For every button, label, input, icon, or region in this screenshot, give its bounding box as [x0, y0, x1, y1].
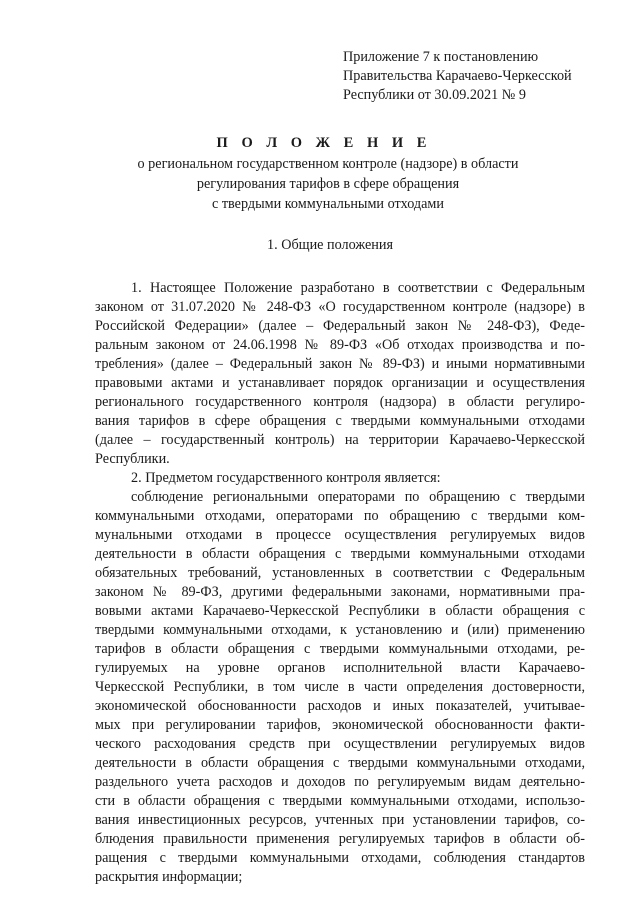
body-line: ращения с твердыми коммунальными отходами, соблюдения стандартов	[95, 850, 585, 866]
body-line: соблюдение региональными операторами по обращению с твердыми	[131, 489, 585, 505]
body-line: деятельности в области обращения с твердыми коммунальными отходами,	[95, 755, 585, 771]
body-line: вания тарифов в сфере обращения с твердыми коммунальными отходами	[95, 413, 585, 429]
body-line: раздельного учета расходов и доходов по регулируемым видам деятельно-	[95, 774, 585, 790]
subtitle-line: регулирования тарифов в сфере обращения	[196, 176, 460, 192]
body-line: обязательных требований, установленных в соответствии с Федеральным	[95, 565, 585, 581]
body-line: вания инвестиционных ресурсов, учтенных при установлении тарифов, со-	[95, 812, 585, 828]
annex-line: Приложение 7 к постановлению	[343, 49, 539, 65]
annex-line: Республики от 30.09.2021 № 9	[343, 87, 526, 103]
body-line: требления» (далее – Федеральный закон № 89-ФЗ) и иными нормативными	[95, 356, 585, 372]
body-line: сти в области обращения с твердыми коммунальными отходами, использо-	[95, 793, 585, 809]
body-line: коммунальными отходами, операторами по обращению с твердыми ком-	[95, 508, 585, 524]
body-line: твердыми коммунальными отходами, к установлению и (или) применению	[95, 622, 585, 638]
body-text	[95, 279, 585, 887]
body-line: 1. Настоящее Положение разработано в соответствии с Федеральным	[131, 280, 585, 296]
body-line: Черкесской Республики, в том числе в части определения достоверности,	[95, 679, 585, 695]
body-line: мунальными отходами в процессе осуществления регулируемых видов	[95, 527, 585, 543]
body-line: раскрытия информации;	[95, 869, 243, 885]
body-line: ческого расходования средств при осуществлении регулируемых видов	[95, 736, 585, 752]
body-line: тарифов в области обращения с твердыми коммунальными отходами, ре-	[95, 641, 585, 657]
body-line: блюдения правильности применения регулируемых тарифов в области об-	[95, 831, 585, 847]
annex-reference	[343, 48, 613, 105]
subtitle-line: о региональном государственном контроле (надзоре) в области	[137, 156, 519, 172]
body-line: гулируемых на уровне органов исполнительной власти Карачаево-	[95, 660, 585, 676]
document-title: П О Л О Ж Е Н И Е	[216, 135, 432, 151]
body-line: регионального государственного контроля (надзора) в области регулиро-	[95, 394, 585, 410]
section-heading: 1. Общие положения	[267, 237, 393, 253]
body-line: 2. Предметом государственного контроля является:	[131, 470, 441, 486]
body-line: законом № 89-ФЗ, другими федеральными законами, нормативными пра-	[95, 584, 585, 600]
annex-line: Правительства Карачаево-Черкесской	[343, 68, 572, 84]
subtitle-line: с твердыми коммунальными отходами	[211, 196, 444, 212]
body-line: Республики.	[95, 451, 170, 467]
body-line: мых при регулировании тарифов, экономической обоснованности факти-	[95, 717, 585, 733]
body-line: законом от 31.07.2020 № 248-ФЗ «О государственном контроле (надзоре) в	[95, 299, 585, 315]
document-subtitle	[100, 154, 556, 214]
body-line: Российской Федерации» (далее – Федеральный закон № 248-ФЗ), Феде-	[95, 318, 585, 334]
body-line: экономической обоснованности расходов и иных показателей, учитывае-	[95, 698, 585, 714]
body-line: ральным законом от 24.06.1998 № 89-ФЗ «Об отходах производства и по-	[95, 337, 585, 353]
body-line: деятельности в области обращения с твердыми коммунальными отходами	[95, 546, 585, 562]
body-line: (далее – государственный контроль) на территории Карачаево-Черкесской	[95, 432, 585, 448]
body-line: правовыми актами и устанавливает порядок организации и осуществления	[95, 375, 585, 391]
body-line: вовыми актами Карачаево-Черкесской Республики в области обращения с	[95, 603, 585, 619]
